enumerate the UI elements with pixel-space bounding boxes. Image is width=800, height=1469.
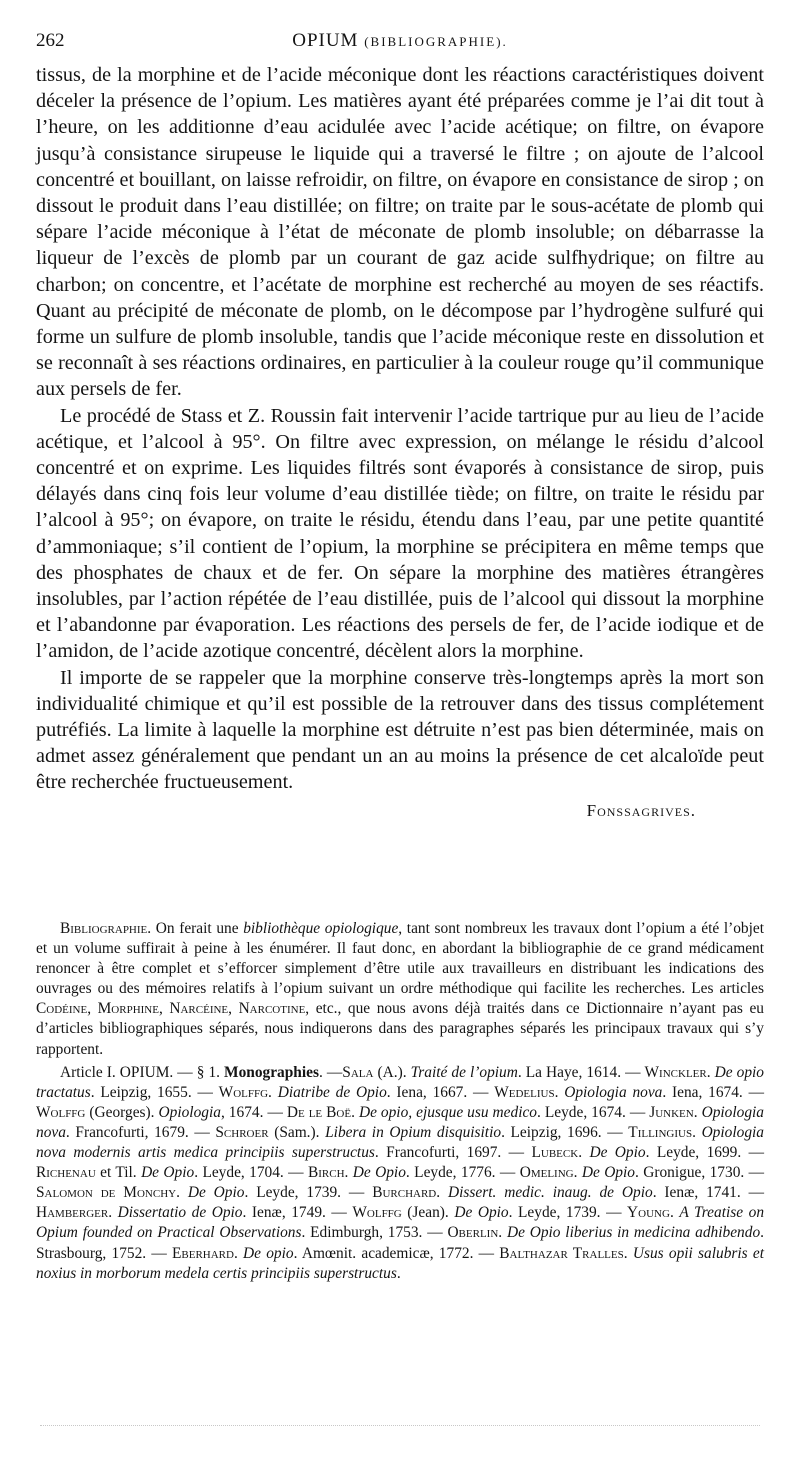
entry-author: Wolffg	[352, 1204, 402, 1222]
entry-title: De Opio liberius in medicina adhibendo	[506, 1224, 761, 1242]
entry-publication: . Leyde, 1776. —	[405, 1164, 520, 1182]
entry-publication: . Iena, 1667. —	[386, 1083, 495, 1101]
entry-title: De Opio	[141, 1164, 195, 1182]
entry-title: De Opio	[454, 1204, 509, 1222]
entry-rest: .	[693, 1103, 702, 1121]
entry-publication: . Leipzig, 1655. —	[90, 1083, 219, 1101]
entry-rest: .	[573, 1164, 582, 1182]
entry-publication: . Iena, 1674. —	[662, 1083, 764, 1101]
entry-publication: . Leyde, 1704. —	[194, 1164, 308, 1182]
bibliography-list	[36, 1063, 764, 1284]
entry-title: Libera in Opium disquisitio	[325, 1123, 502, 1141]
entry-title: A Treatise on Opium founded on Practical Observations	[36, 1204, 765, 1242]
entry-publication: . Ienæ, 1741. —	[652, 1184, 764, 1202]
entry-publication: . Francofurti, 1697. —	[374, 1144, 532, 1162]
entry-rest: (A.).	[373, 1063, 411, 1081]
entry-author: De le Boë	[286, 1103, 352, 1121]
entry-publication: . Leyde, 1739. —	[244, 1184, 373, 1202]
running-head	[36, 30, 764, 52]
entry-author: Schroer	[215, 1123, 269, 1141]
page-number: 262	[36, 30, 65, 51]
entry-rest: .	[578, 1144, 590, 1162]
entry-publication: . Strasbourg, 1752. —	[36, 1224, 764, 1262]
entry-rest: .	[436, 1184, 448, 1202]
paragraph-morphine-persistence: Il importe de se rappeler que la morphine conserve très-longtemps après la mort son individualité chimique et qu’il est possible de la retrouver dans des tissus complétement putréfiés. La limite à laquelle la morphine est détruite n’est pas bien déterminée, mais on admet assez généralement que pendant un an au moins la présence de cet alcaloïde peut être recherchée fructueusement.	[36, 666, 764, 794]
entry-author: Young	[627, 1204, 670, 1222]
bibliography-section	[36, 919, 764, 1284]
entry-publication: . Leyde, 1739. —	[508, 1204, 628, 1222]
entry-rest: .	[669, 1204, 680, 1222]
entry-rest: .	[554, 1083, 565, 1101]
footer-divider	[40, 1425, 760, 1428]
entry-rest: (Georges).	[85, 1103, 159, 1121]
entry-title: Opiologia nova	[36, 1103, 764, 1141]
entry-author: Tillingius	[628, 1123, 693, 1141]
entry-rest: .	[706, 1063, 715, 1081]
bibliography-intro	[36, 919, 764, 1060]
entry-title: De Opio	[581, 1164, 635, 1182]
entry-author: Sala	[342, 1063, 374, 1081]
paragraph-stass-roussin: Le procédé de Stass et Z. Roussin fait intervenir l’acide tartrique pur au lieu de l’acide acétique, et l’alcool à 95°. On filtre avec expression, on mélange le résidu d’alcool concentré et on exprime. Les liquides filtrés sont évaporés à consistance de sirop, puis délayés dans cinq fois leur volume d’eau distillée tiède; on filtre, on traite le résidu par l’alcool à 95°; on évapore, on traite le résidu, étendu dans l’eau, par une petite quantité d’ammoniaque; s’il contient de l’opium, la morphine se précipitera en même temps que des phosphates de chaux et de fer. On sépare la morphine des matières étrangères insolubles, par l’action répétée de l’eau distillée, puis de l’alcool qui dissout la morphine et l’abandonne par évaporation. Les réactions des persels de fer, de l’acide iodique et de l’amidon, de l’acide azotique concentré, décèlent alors la morphine.	[36, 404, 764, 663]
entry-author: Lubeck	[531, 1144, 579, 1162]
entry-title: De opio tractatus	[36, 1063, 764, 1101]
entry-publication: . Leyde, 1699. —	[645, 1144, 764, 1162]
entry-author: Balthazar Tralles	[499, 1244, 624, 1262]
entry-title: De Opio	[589, 1144, 646, 1162]
entry-author: Wolffg	[36, 1103, 86, 1121]
entry-rest: .	[176, 1184, 188, 1202]
entry-author: Oberlin	[447, 1224, 499, 1242]
entry-title: Opiologia	[158, 1103, 221, 1121]
entry-rest: .	[623, 1244, 633, 1262]
entry-publication: .	[396, 1264, 401, 1282]
running-head-subtitle: (BIBLIOGRAPHIE).	[364, 34, 508, 49]
entry-author: Burchard	[372, 1184, 437, 1202]
entry-title: Traité de l’opium	[410, 1063, 518, 1081]
entry-author: Salomon de Monchy	[36, 1184, 177, 1202]
entry-author: Birch	[307, 1164, 345, 1182]
entry-title: De Opio	[352, 1164, 406, 1182]
entry-author: Winckler	[644, 1063, 707, 1081]
entry-rest: .	[344, 1164, 353, 1182]
entry-author: Richenau	[36, 1164, 96, 1182]
entry-publication: . Gronigue, 1730. —	[634, 1164, 765, 1182]
section-heading: Monographies	[224, 1063, 319, 1081]
entry-rest: .	[233, 1244, 244, 1262]
entry-author: Junken	[649, 1103, 694, 1121]
intro-text: On ferait une	[151, 920, 244, 937]
entry-rest: (Sam.).	[268, 1123, 326, 1141]
entry-title: Opiologia nova	[564, 1083, 663, 1101]
entry-publication: . Amœnit. academicæ, 1772. —	[293, 1244, 500, 1262]
page-header	[36, 30, 764, 58]
entry-publication: . Edimburgh, 1753. —	[301, 1224, 448, 1242]
entry-rest: (Jean).	[401, 1204, 455, 1222]
entry-publication: . Leyde, 1674. —	[537, 1103, 650, 1121]
entry-publication: , 1674. —	[220, 1103, 287, 1121]
entry-publication: . Francofurti, 1679. —	[65, 1123, 216, 1141]
entry-title: Diatribe de Opio	[277, 1083, 387, 1101]
entry-title: De Opio	[187, 1184, 245, 1202]
entry-title: Dissert. medic. inaug. de Opio	[448, 1184, 653, 1202]
entry-rest: .	[351, 1103, 359, 1121]
entry-author: Omeling	[519, 1164, 574, 1182]
bibliography-label: Bibliographie.	[60, 920, 152, 937]
entry-author: Hamberger	[36, 1204, 109, 1222]
entry-rest: .	[268, 1083, 278, 1101]
entry-rest: .	[108, 1204, 118, 1222]
entry-title: Usus opii salubris et noxius in morborum medela certis principiis superstructus	[36, 1244, 764, 1282]
article-heading: Article I. OPIUM. — § 1.	[60, 1063, 225, 1081]
entry-rest: .	[498, 1224, 507, 1242]
paragraph-continued: tissus, de la morphine et de l’acide méconique dont les réactions caractéristiques doivent déceler la présence de l’opium. Les matières ayant été préparées comme je l’ai dit tout à l’heure, on les additionne d’eau acidulée avec l’acide acétique; on filtre, on évapore jusqu’à consistance sirupeuse le liquide qui a traversé le filtre ; on ajoute de l’alcool concentré et bouillant, on laisse refroidir, on filtre, on évapore en consistance de sirop ; on dissout le produit dans l’eau distillée; on filtre; on traite par le sous-acétate de plomb qui sépare l’acide méconique à l’état de méconate de plomb insoluble; on débarrasse la liqueur de l’excès de plomb par un courant de gaz acide sulfhydrique; on filtre au charbon; on concentre, et l’acétate de morphine est recherché au moyen de ses réactifs. Quant au précipité de méconate de plomb, on le décompose par l’hydrogène sulfuré qui forme un sulfure de plomb insoluble, tandis que l’acide méconique reste en dissolution et se reconnaît à ses réactions ordinaires, en particulier à la couleur rouge qu’il communique aux persels de fer.	[36, 64, 764, 401]
entry-author: Wedelius	[494, 1083, 555, 1101]
entry-rest: .	[692, 1123, 702, 1141]
author-signature: Fonssagrives.	[586, 800, 696, 820]
intro-text: , tant sont nombreux les travaux dont l’opium a été l’objet et un volume suffirait à peine à les énumérer. Il faut donc, en abordant la bibliographie de ce grand médicament renoncer à être complet et s’efforcer simplement d’être utile aux travailleurs en distribuant les indications des ouvrages ou des mémoires relatifs à l’opium suivant un ordre méthodique qui facilite les recherches. Les articles	[36, 920, 765, 998]
intro-italic: bibliothèque opiologique	[243, 920, 399, 937]
entry-publication: . Leipzig, 1696. —	[501, 1123, 629, 1141]
entry-title: De opio	[243, 1244, 294, 1262]
entry-publication: . Ienæ, 1749. —	[242, 1204, 353, 1222]
entry-author: Eberhard	[171, 1244, 234, 1262]
section-dash: . —	[318, 1063, 343, 1081]
entry-title: De opio, ejusque usu medico	[358, 1103, 537, 1121]
entry-title: Dissertatio de Opio	[117, 1204, 243, 1222]
running-head-title: OPIUM	[292, 30, 359, 51]
entry-rest: et Til.	[95, 1164, 142, 1182]
bibliography-entries	[36, 1063, 764, 1284]
entry-title: Opiologia nova modernis artis medica principiis superstructus	[36, 1123, 764, 1162]
main-text	[36, 62, 764, 824]
intro-text: , etc., que nous avons déjà traités dans ce Dictionnaire n’ayant pas eu d’articles bibliographiques séparés, nous indiquerons dans des paragraphes séparés les principaux travaux qui s’y rapportent.	[36, 1000, 764, 1058]
entry-author: Wolffg	[218, 1083, 269, 1101]
intro-article-names: Codéine, Morphine, Narcéine, Narcotine	[36, 1000, 306, 1018]
entry-publication: . La Haye, 1614. —	[517, 1063, 645, 1081]
